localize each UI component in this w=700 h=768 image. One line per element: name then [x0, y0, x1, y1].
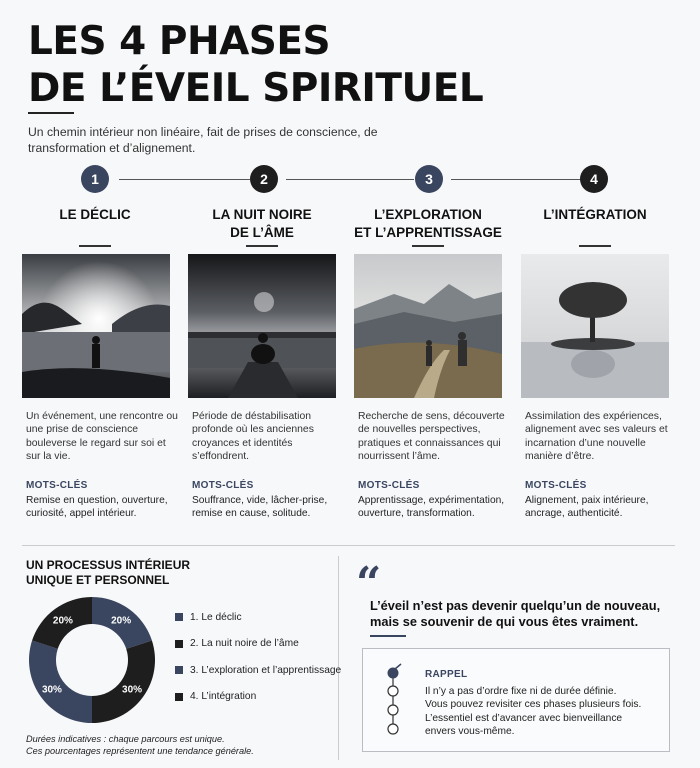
title-line-1: LES 4 PHASES [28, 19, 331, 64]
reminder-line-2: Vous pouvez revisiter ces phases plusieurs fois. [425, 699, 642, 711]
phase-title-3-line-2: ET L’APPRENTISSAGE [354, 225, 502, 240]
phase-description-2: Période de déstabilisation profonde où les anciennes croyances et identités s’effondrent. [192, 411, 314, 463]
phase-title-4 [510, 206, 680, 224]
donut-legend [175, 604, 341, 710]
reminder-line-3: L’essentiel est d’avancer avec bienveillance [425, 712, 623, 724]
quote-line-2: mais se souvenir de qui vous êtes vraiment. [370, 614, 639, 629]
phase-image-4-tree-island [521, 254, 669, 398]
phase-underline-3 [412, 245, 444, 247]
reminder-box [362, 648, 670, 752]
keywords-label-1: MOTS-CLÉS [26, 480, 88, 491]
keywords-4-line-1: Alignement, paix intérieure, [525, 495, 649, 506]
phase-underline-4 [579, 245, 611, 247]
quote-line-1: L’éveil n’est pas devenir quelqu’un de nouveau, [370, 598, 661, 613]
reminder-text [425, 685, 641, 738]
keywords-1-line-1: Remise en question, ouverture, [26, 495, 168, 506]
keywords-label-2: MOTS-CLÉS [192, 480, 254, 491]
phase-title-1-line-1: LE DÉCLIC [59, 207, 131, 222]
quote-mark-icon: “ [356, 558, 382, 609]
keywords-1-line-2: curiosité, appel intérieur. [26, 508, 137, 520]
timeline-connector-1-2 [119, 179, 250, 180]
phase-description-1: Un événement, une rencontre ou une prise de conscience bouleverse le regard sur soi et sur la vie. [26, 411, 178, 463]
phase-image-3-mountain-hikers [354, 254, 502, 398]
quote-underline [370, 635, 406, 637]
phase-description-3: Recherche de sens, découverte de nouvelles perspectives, pratiques et connaissances qui nourrissent l’âme. [358, 411, 505, 463]
title-line-2: DE L’ÉVEIL SPIRITUEL [28, 66, 484, 111]
legend-label-1: 1. Le déclic [190, 611, 242, 623]
path-steps-icon [383, 663, 403, 739]
donut-label-2: 30% [122, 684, 143, 696]
footnote-line-2: Ces pourcentages représentent une tendance générale. [26, 746, 254, 756]
keywords-text-2 [192, 494, 352, 521]
legend-swatch-1 [175, 613, 183, 621]
keywords-text-3 [358, 494, 518, 521]
page-subtitle: Un chemin intérieur non linéaire, fait de prises de conscience, de transformation et d’alignement. [28, 125, 378, 155]
legend-label-2: 2. La nuit noire de l’âme [190, 638, 299, 650]
keywords-3-line-1: Apprentissage, expérimentation, [358, 495, 505, 506]
step-circle-2: 2 [250, 165, 278, 193]
keywords-4-line-2: ancrage, authenticité. [525, 508, 623, 520]
donut-hole [57, 625, 128, 696]
process-title-line-2: UNIQUE ET PERSONNEL [26, 573, 170, 587]
process-title-line-1: UN PROCESSUS INTÉRIEUR [26, 558, 191, 572]
legend-swatch-4 [175, 693, 183, 701]
legend-label-4: 4. L’intégration [190, 691, 257, 703]
legend-swatch-2 [175, 640, 183, 648]
phase-title-3-line-1: L’EXPLORATION [374, 207, 482, 222]
phase-title-2 [177, 206, 347, 242]
phase-title-4-line-1: L’INTÉGRATION [543, 207, 647, 222]
donut-label-3: 30% [41, 684, 62, 696]
phase-duration-donut-chart [28, 596, 156, 724]
step-circle-1: 1 [81, 165, 109, 193]
phase-title-1 [10, 206, 180, 224]
legend-item-3 [175, 657, 341, 684]
keywords-label-4: MOTS-CLÉS [525, 480, 587, 491]
legend-label-3: 3. L’exploration et l’apprentissage [190, 664, 342, 676]
page-title [28, 18, 483, 112]
phase-image-2-dark-lake [188, 254, 336, 398]
step-circle-3: 3 [415, 165, 443, 193]
process-title [26, 558, 190, 588]
reminder-line-4: envers vous-même. [425, 725, 515, 737]
legend-item-1 [175, 604, 341, 631]
phase-description-4: Assimilation des expériences, alignement avec ses valeurs et incarnation d’une nouvelle manière d’être. [525, 411, 668, 463]
phase-underline-1 [79, 245, 111, 247]
timeline-connector-2-3 [286, 179, 414, 180]
legend-swatch-3 [175, 666, 183, 674]
reminder-title: RAPPEL [425, 669, 468, 680]
timeline-connector-3-4 [451, 179, 581, 180]
section-divider-horizontal [22, 545, 675, 546]
reminder-line-1: Il n’y a pas d’ordre fixe ni de durée définie. [425, 686, 617, 697]
keywords-text-4 [525, 494, 685, 521]
keywords-label-3: MOTS-CLÉS [358, 480, 420, 491]
phase-image-1-sunrise-silhouette [22, 254, 170, 398]
donut-label-1: 20% [111, 615, 132, 627]
process-footnote [26, 733, 254, 757]
quote-text [370, 598, 680, 630]
step-circle-4: 4 [580, 165, 608, 193]
keywords-2-line-2: remise en cause, solitude. [192, 508, 311, 520]
phase-title-3 [343, 206, 513, 242]
title-underline [28, 112, 74, 114]
phase-underline-2 [246, 245, 278, 247]
keywords-3-line-2: ouverture, transformation. [358, 508, 475, 520]
phase-title-2-line-2: DE L’ÂME [230, 225, 294, 240]
legend-item-4 [175, 684, 341, 711]
footnote-line-1: Durées indicatives : chaque parcours est unique. [26, 734, 225, 744]
legend-item-2 [175, 631, 341, 658]
donut-label-4: 20% [52, 615, 73, 627]
keywords-text-1 [26, 494, 186, 521]
phase-title-2-line-1: LA NUIT NOIRE [212, 207, 312, 222]
keywords-2-line-1: Souffrance, vide, lâcher-prise, [192, 495, 328, 506]
